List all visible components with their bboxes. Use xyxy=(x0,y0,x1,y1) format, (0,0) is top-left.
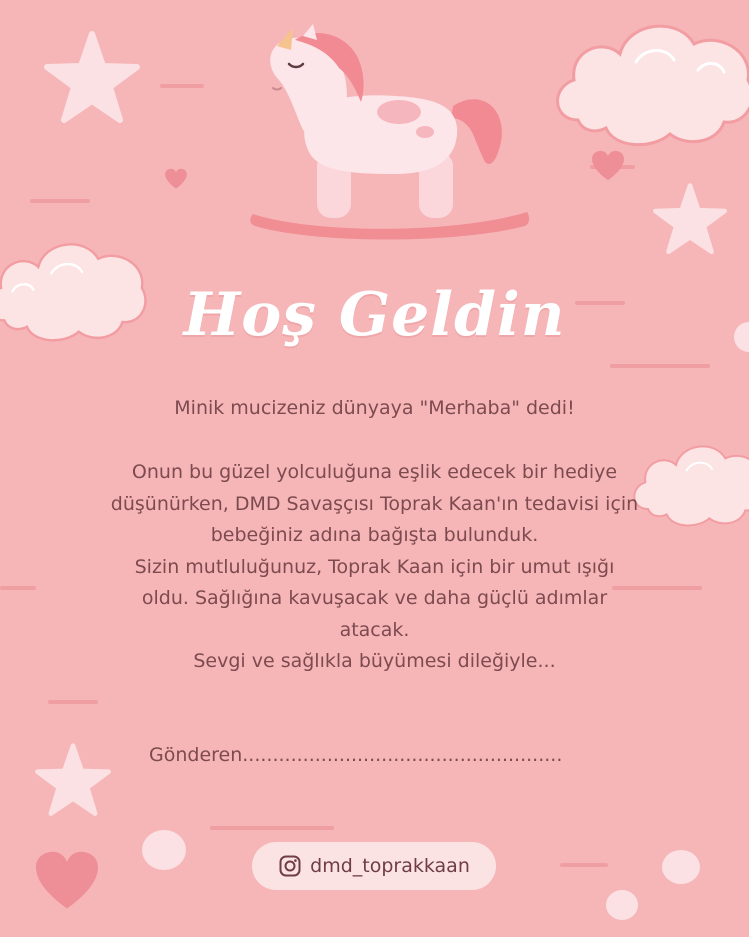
decor-dash xyxy=(48,700,98,704)
decor-dot xyxy=(662,850,700,884)
star-icon xyxy=(650,182,730,260)
decor-dot xyxy=(142,830,186,870)
decor-dash xyxy=(160,84,204,88)
decor-dash xyxy=(210,826,334,830)
decor-dash xyxy=(30,199,90,203)
message-paragraph: Sevgi ve sağlıkla büyümesi dileğiyle... xyxy=(193,650,556,672)
instagram-icon xyxy=(278,854,302,878)
message-paragraph: Sizin mutluluğunuz, Toprak Kaan için bir umut ışığı oldu. Sağlığına kavuşacak ve daha güçlü adımlar atacak. xyxy=(134,555,615,641)
cloud-icon xyxy=(628,432,749,536)
message-body xyxy=(110,457,639,678)
heart-icon xyxy=(164,168,188,190)
decor-dot xyxy=(606,890,638,920)
decor-dash xyxy=(610,364,710,368)
rocking-unicorn-illustration xyxy=(245,22,535,252)
lead-text: Minik mucizeniz dünyaya "Merhaba" dedi! xyxy=(174,397,575,419)
heart-icon xyxy=(32,850,102,912)
star-icon xyxy=(40,30,144,130)
social-handle-text: dmd_toprakkaan xyxy=(310,855,470,877)
message-paragraph: Onun bu güzel yolculuğuna eşlik edecek bir hediye düşünürken, DMD Savaşçısı Toprak Kaan'ın tedavisi için bebeğiniz adına bağışta bulunduk. xyxy=(110,461,639,546)
star-icon xyxy=(32,742,114,822)
sender-line: Gönderen..................................................... xyxy=(149,744,563,766)
decor-dash xyxy=(0,586,36,590)
card-title: Hoş Geldin xyxy=(183,280,566,350)
decor-dash xyxy=(560,863,608,867)
cloud-icon xyxy=(548,10,749,155)
social-handle-pill[interactable] xyxy=(252,842,496,890)
